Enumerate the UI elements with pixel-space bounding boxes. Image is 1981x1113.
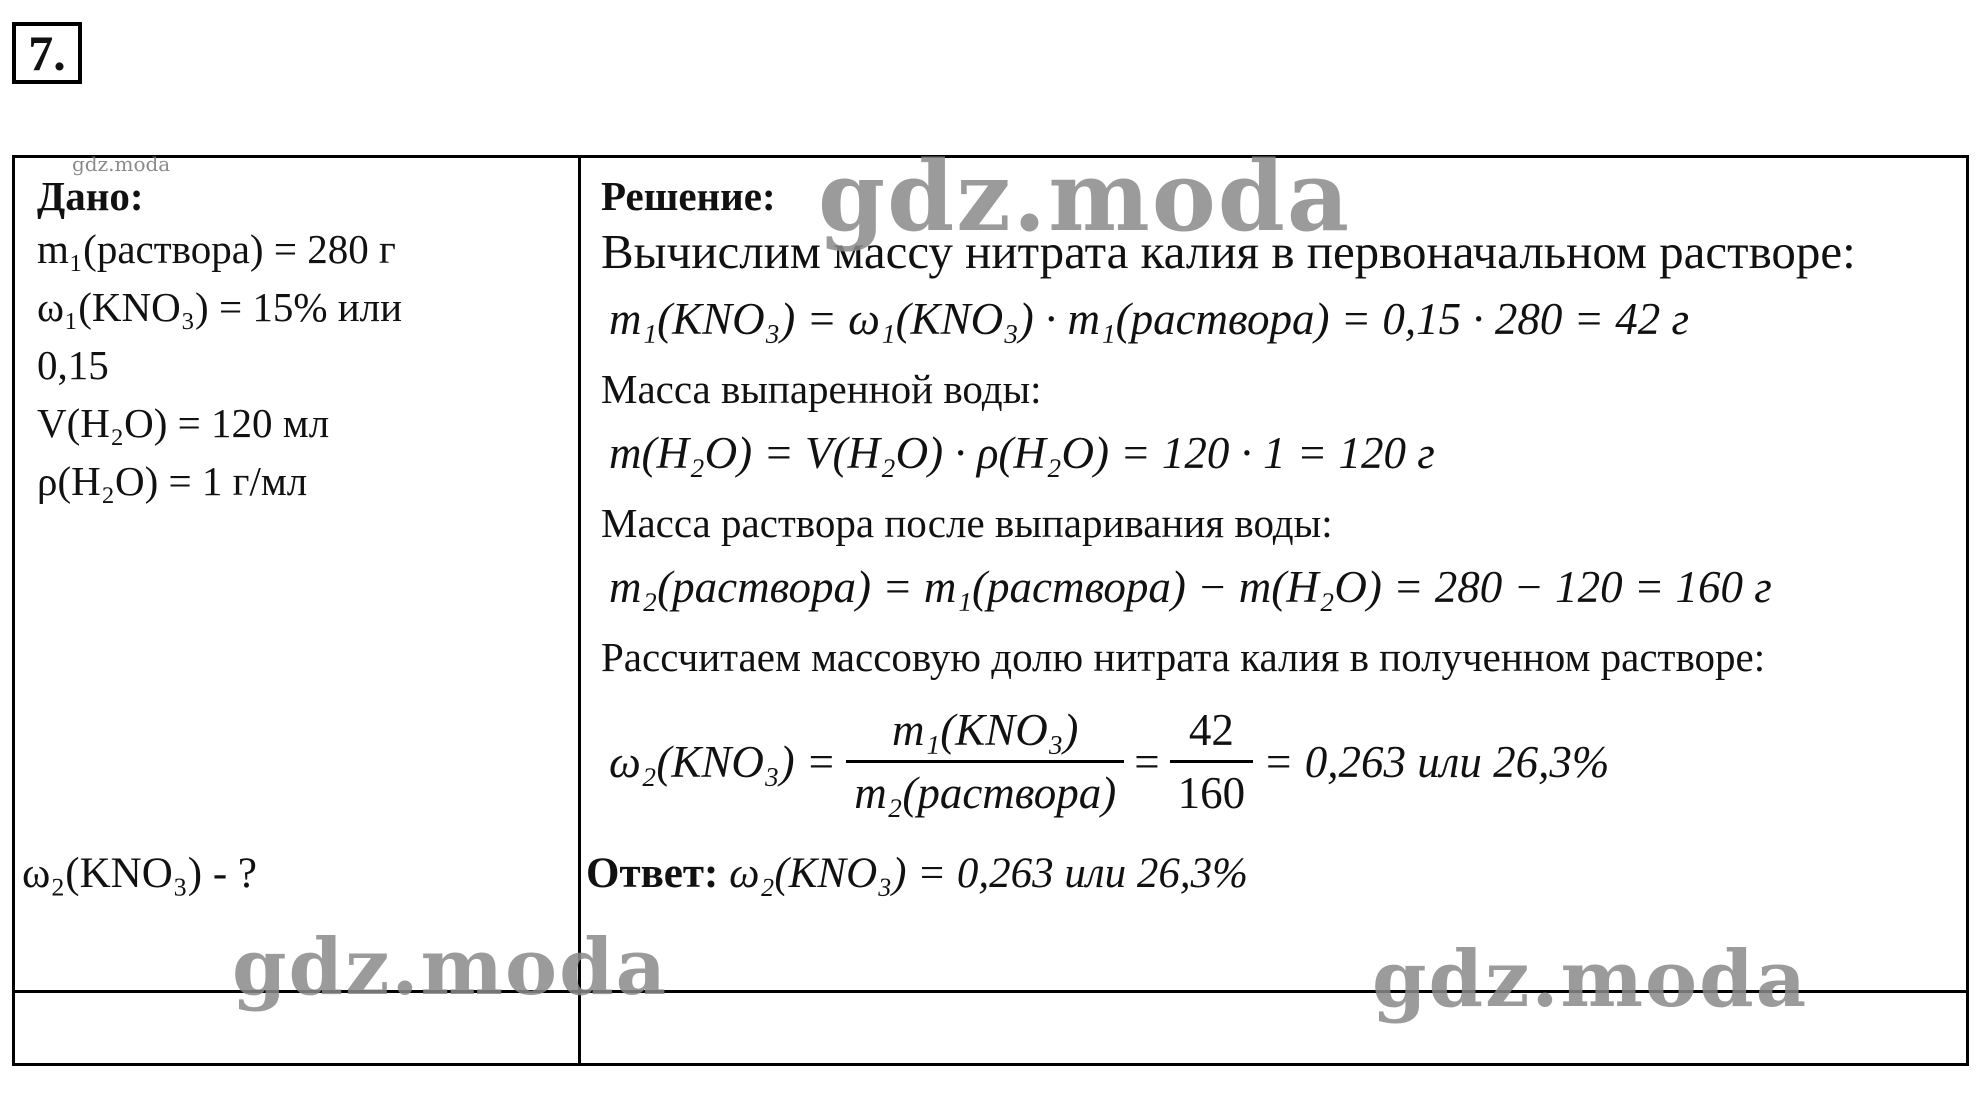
- fraction-denominator: 160: [1170, 760, 1254, 819]
- watermark-bottom-right: gdz.moda: [1372, 934, 1809, 1025]
- given-line: V(H₂O) = 120 мл: [37, 400, 330, 446]
- answer-label: Ответ:: [586, 850, 719, 897]
- given-cell: [37, 172, 557, 510]
- problem-number: 7.: [12, 22, 82, 84]
- step1-text: Вычислим массу нитрата калия в первоначальном растворе:: [601, 224, 1856, 279]
- step4-formula: [609, 704, 1951, 819]
- solution-cell: [601, 172, 1951, 819]
- watermark-bottom-left: gdz.moda: [232, 922, 669, 1013]
- fraction-numerator: 42: [1188, 705, 1234, 755]
- step4-lhs: ω₂(KNO₃) =: [609, 736, 837, 787]
- step4-text: Рассчитаем массовую долю нитрата калия в полученном растворе:: [601, 634, 1766, 680]
- given-heading: Дано:: [37, 173, 144, 219]
- given-line: 0,15: [37, 342, 109, 388]
- fraction-symbolic: [846, 704, 1124, 819]
- equals-sign: =: [1134, 736, 1160, 787]
- step1-formula: m₁(KNO₃) = ω₁(KNO₃) · m₁(раствора) = 0,15 · 280 = 42 г: [609, 294, 1690, 344]
- fraction-numeric: [1170, 704, 1254, 819]
- answer-value: ω₂(KNO₃) = 0,263 или 26,3%: [729, 850, 1248, 897]
- watermark-top: gdz.moda: [818, 140, 1352, 253]
- fraction-denominator: m₂(раствора): [846, 760, 1124, 819]
- step4-result: = 0,263 или 26,3%: [1263, 736, 1610, 787]
- answer-cell: [586, 846, 1248, 902]
- find-cell: ω₂(KNO₃) - ?: [22, 850, 257, 897]
- given-line: ω₁(KNO₃) = 15% или: [37, 284, 403, 330]
- watermark-small: gdz.moda: [72, 152, 171, 176]
- step2-text: Масса выпаренной воды:: [601, 366, 1042, 412]
- step3-formula: m₂(раствора) = m₁(раствора) − m(H₂O) = 280 − 120 = 160 г: [609, 562, 1772, 612]
- solution-heading: Решение:: [601, 173, 776, 219]
- step2-formula: m(H₂O) = V(H₂O) · ρ(H₂O) = 120 · 1 = 120 г: [609, 428, 1435, 478]
- given-line: ρ(H₂O) = 1 г/мл: [37, 458, 308, 504]
- given-line: m₁(раствора) = 280 г: [37, 226, 396, 272]
- fraction-numerator: m₁(KNO₃): [892, 705, 1079, 755]
- step3-text: Масса раствора после выпаривания воды:: [601, 500, 1333, 546]
